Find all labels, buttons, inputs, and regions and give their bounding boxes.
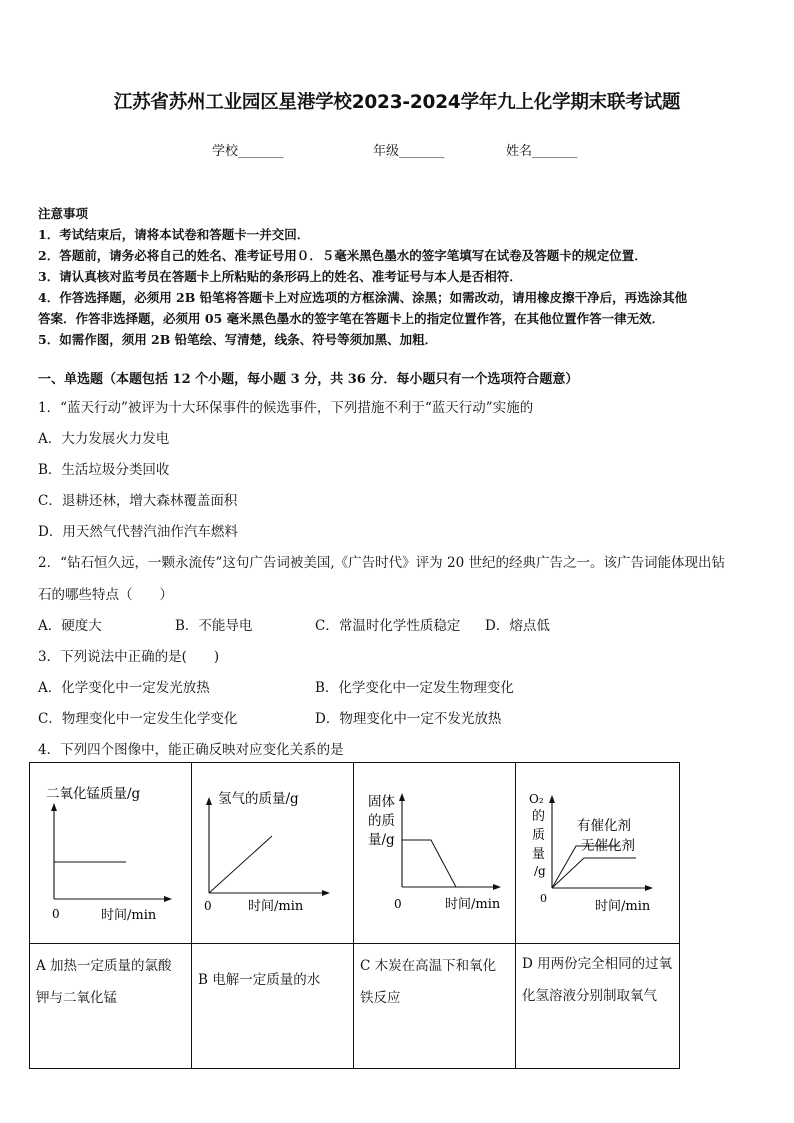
graph-a (30, 763, 192, 939)
graph-c-ylabel-3: 量/g (368, 832, 395, 848)
q4-stem: 4．下列四个图像中，能正确反映对应变化关系的是 (38, 742, 344, 758)
q2-option-b[interactable]: B．不能导电 (175, 618, 253, 634)
graph-a-origin: 0 (52, 907, 60, 921)
q1-option-d[interactable]: D．用天然气代替汽油作汽车燃料 (38, 524, 238, 540)
q3-stem: 3．下列说法中正确的是( ) (38, 649, 220, 665)
caption-c[interactable]: C 木炭在高温下和氧化铁反应 (354, 944, 516, 1069)
graph-c-cell (354, 763, 516, 944)
graph-b-origin: 0 (204, 899, 212, 913)
q4-graph-table (29, 762, 680, 1069)
graph-d-origin: 0 (540, 892, 547, 905)
graph-d-label-no-catalyst: 无催化剂 (581, 838, 635, 854)
graph-c-origin: 0 (394, 897, 402, 911)
caption-a[interactable]: A 加热一定质量的氯酸钾与二氧化锰 (30, 944, 192, 1069)
graph-d-series-no-catalyst (552, 858, 636, 888)
q2-option-d[interactable]: D．熔点低 (485, 618, 550, 634)
exam-title: 江苏省苏州工业园区星港学校2023-2024学年九上化学期末联考试题 (113, 92, 681, 113)
graph-b-ylabel: 氢气的质量/g (218, 791, 299, 807)
q3-option-b[interactable]: B．化学变化中一定发生物理变化 (315, 680, 514, 696)
notes-block (38, 203, 758, 350)
graph-d-ylabel-4: 量 (532, 847, 546, 862)
graph-b (192, 763, 354, 939)
note-item: 答案．作答非选择题，必须用 05 毫米黑色墨水的签字笔在答题卡上的指定位置作答，在其他位置作答一律无效． (38, 311, 665, 326)
q3-option-a[interactable]: A．化学变化中一定发光放热 (38, 680, 210, 696)
note-item: 3．请认真核对监考员在答题卡上所粘贴的条形码上的姓名、准考证号与本人是否相符． (38, 269, 522, 284)
graph-d-ylabel-2: 的 (532, 809, 546, 824)
q1-option-b[interactable]: B．生活垃圾分类回收 (38, 462, 170, 478)
graph-d-label-catalyst: 有催化剂 (577, 818, 631, 834)
graph-c (354, 763, 516, 939)
graph-d (516, 763, 680, 939)
graph-c-ylabel-2: 的质 (368, 813, 395, 829)
graph-d-xlabel: 时间/min (595, 899, 651, 914)
note-item: 1．考试结束后，请将本试卷和答题卡一并交回． (38, 227, 310, 242)
section-heading: 一、单选题（本题包括 12 个小题，每小题 3 分，共 36 分．每小题只有一个选项符合题意） (38, 372, 579, 387)
graph-d-ylabel-3: 质 (532, 828, 546, 843)
q3-option-c[interactable]: C．物理变化中一定发生化学变化 (38, 711, 238, 727)
graph-a-ylabel: 二氧化锰质量/g (46, 786, 141, 802)
notes-heading: 注意事项 (38, 206, 89, 221)
caption-d[interactable]: D 用两份完全相同的过氧化氢溶液分别制取氧气 (516, 944, 680, 1069)
name-field[interactable]: 姓名_______ (506, 144, 578, 159)
graph-d-ylabel-5: /g (534, 864, 546, 878)
graph-b-data-line (209, 836, 272, 893)
note-item: 4．作答选择题，必须用 2B 铅笔将答题卡上对应选项的方框涂满、涂黑；如需改动，请用橡皮擦干净后，再选涂其他 (38, 290, 688, 305)
graph-c-data-line (402, 840, 456, 887)
graph-c-xlabel: 时间/min (445, 897, 501, 912)
caption-b[interactable]: B 电解一定质量的水 (192, 944, 354, 1069)
q1-option-a[interactable]: A．大力发展火力发电 (38, 431, 170, 447)
q2-option-c[interactable]: C．常温时化学性质稳定 (315, 618, 461, 634)
graph-a-cell (30, 763, 192, 944)
q2-option-a[interactable]: A．硬度大 (38, 618, 102, 634)
q2-stem-line1: 2．“钻石恒久远，一颗永流传”这句广告词被美国,《广告时代》评为 20 世纪的经典广告之一。该广告词能体现出钻 (38, 555, 725, 571)
grade-field[interactable]: 年级_______ (373, 144, 445, 159)
graph-b-xlabel: 时间/min (248, 899, 304, 914)
graph-d-ylabel-1: O₂ (529, 792, 544, 806)
note-item: 5．如需作图，须用 2B 铅笔绘、写清楚，线条、符号等须加黑、加粗． (38, 332, 438, 347)
q1-stem: 1．“蓝天行动”被评为十大环保事件的候选事件，下列措施不利于“蓝天行动”实施的 (38, 400, 534, 416)
note-item: 2．答题前，请务必将自己的姓名、准考证号用０．５毫米黑色墨水的签字笔填写在试卷及答题卡的规定位置． (38, 248, 647, 263)
graph-b-cell (192, 763, 354, 944)
graph-a-xlabel: 时间/min (101, 908, 157, 923)
q1-option-c[interactable]: C．退耕还林，增大森林覆盖面积 (38, 493, 238, 509)
graph-c-ylabel-1: 固体 (368, 794, 395, 810)
q2-stem-line2: 石的哪些特点（ ） (38, 587, 173, 603)
q3-option-d[interactable]: D．物理变化中一定不发光放热 (315, 711, 502, 727)
graph-d-cell (516, 763, 680, 944)
school-field[interactable]: 学校_______ (212, 144, 284, 159)
